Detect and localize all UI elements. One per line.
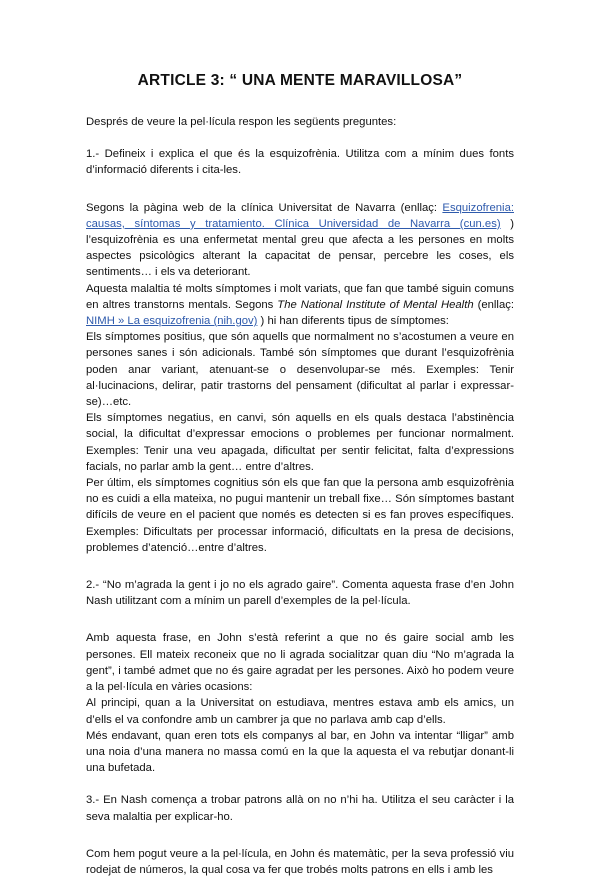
- question-1: 1.- Defineix i explica el que és la esquizofrènia. Utilitza com a mínim dues fonts d’informació diferents i cita-les.: [86, 148, 514, 177]
- question-2: 2.- “No m’agrada la gent i jo no els agrado gaire”. Comenta aquesta frase d’en John Nash utilitzant com a mínim un parell d’exemples de la pel·lícula.: [86, 579, 514, 608]
- answer-1-paragraph-5: Per últim, els símptomes cognitius són els que fan que la persona amb esquizofrènia no es cuidi a ella mateixa, no pugui mantenir un treball fixe… Són símptomes bastant difícils de veure en el pacient que només es detecten si es fan proves específiques. Exemples: Dificultats per processar informació, dificultats en la presa de decisions, problemes d’atenció…entre d’altres.: [86, 477, 514, 554]
- nimh-link[interactable]: NIMH » La esquizofrenia (nih.gov): [86, 315, 258, 328]
- answer-1-p1-pre: Segons la pàgina web de la clínica Universitat de Navarra (enllaç:: [86, 201, 443, 214]
- answer-1-paragraph-1: [86, 200, 514, 281]
- article-title: ARTICLE 3: “ UNA MENTE MARAVILLOSA”: [137, 72, 463, 89]
- clinica-navarra-link[interactable]: Esquizofrenia: causas, síntomas y tratamiento. Clínica Universidad de Navarra (cun.es): [86, 201, 514, 230]
- answer-1-p2-post: ) hi han diferents tipus de símptomes:: [257, 315, 449, 328]
- answer-1-p1-post: ) l’esquizofrènia es una enfermetat mental greu que afecta a les persones en molts aspectes psicològics alterant la capacitat de pensar, percebre les coses, els sentiments… i els va deteriorant.: [86, 217, 514, 279]
- answer-2-paragraph-1: Amb aquesta frase, en John s’està referint a que no és gaire social amb les persones. Ell mateix reconeix que no li agrada socialitzar quan diu “No m’agrada la gent”, i també admet que no és gaire agradat per les persones. Això ho podem veure a la pel·lícula en vàries ocasions:: [86, 632, 514, 694]
- answer-2-paragraph-2: Al principi, quan a la Universitat on estudiava, mentres estava amb els amics, un d’ells el va confondre amb un cambrer ja que no parlava amb cap d’ells.: [86, 697, 514, 726]
- intro-text: Després de veure la pel·lícula respon les següents preguntes:: [86, 116, 397, 128]
- answer-1-paragraph-2: [86, 281, 514, 330]
- answer-3-paragraph-1: Com hem pogut veure a la pel·lícula, en John és matemàtic, per la seva professió viu rodejat de números, la qual cosa va fer que trobés molts patrons en ells i amb les: [86, 847, 514, 876]
- nimh-name: The National Institute of Mental Health: [277, 298, 474, 311]
- question-3: 3.- En Nash comença a trobar patrons allà on no n’hi ha. Utilitza el seu caràcter i la seva malaltia per explicar-ho.: [86, 794, 514, 823]
- answer-2-paragraph-3: Més endavant, quan eren tots els companys al bar, en John va intentar “lligar” amb una noia d’una manera no massa comú en la que la aquesta el va rebutjar donant-li una bufetada.: [86, 729, 514, 775]
- answer-1-paragraph-4: Els símptomes negatius, en canvi, són aquells en els quals destaca l’abstinència social, la dificultat d’expressar emocions o problemes per funcionar normalment. Exemples: Tenir una veu apagada, dificultat per sentir felicitat, falta d’expressions facials, no parlar amb la gent… entre d’altres.: [86, 412, 514, 473]
- answer-1-p2-pre: Aquesta malaltia té molts símptomes i molt variats, que fan que també siguin comuns en altres transtorns mentals. Segons: [86, 282, 514, 311]
- answer-1-paragraph-3: Els símptomes positius, que són aquells que normalment no s’acostumen a veure en persones sanes i són adicionals. També són símptomes que durant l’esquizofrènia poden anar variant, atenuant-se o desenvolupar-se més. Exemples: Tenir al·lucinacions, delirar, patir trastorns del pensament (dificultat al parlar i expressar-se)…etc.: [86, 331, 514, 409]
- answer-1-p2-mid: (enllaç:: [473, 298, 515, 311]
